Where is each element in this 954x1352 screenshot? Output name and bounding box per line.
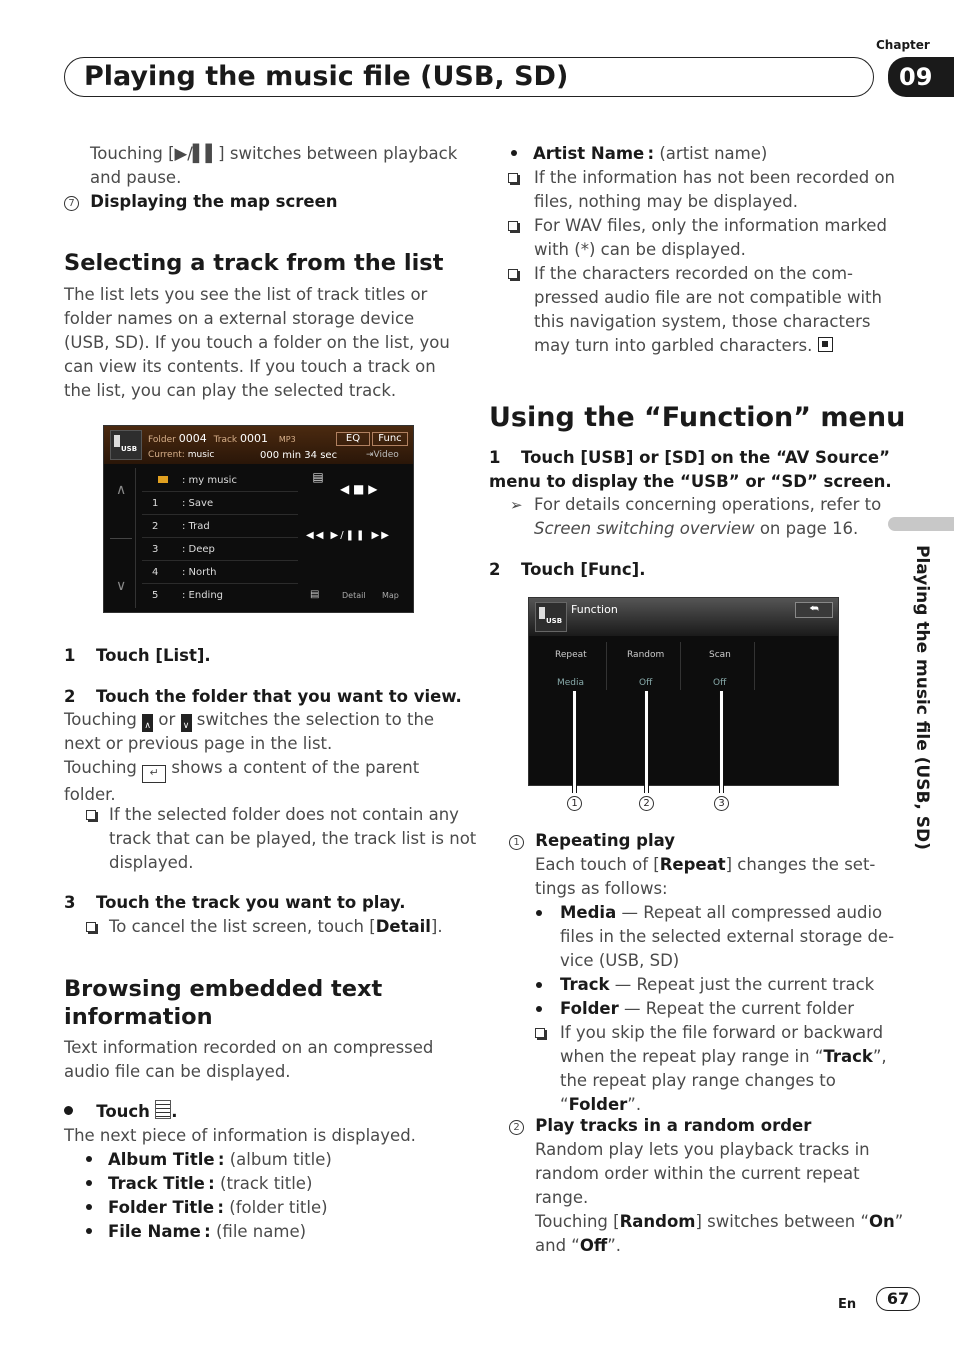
format-label: MP3 [278,435,296,444]
info-value: (folder title) [229,1198,328,1217]
row-name: : Ending [182,590,224,601]
para-line: audio file can be displayed. [64,1062,291,1081]
list-row[interactable] [142,561,298,584]
folder-value: 0004 [178,432,207,445]
select-para [64,283,450,403]
text: may turn into garbled characters. [534,336,813,355]
ref-link: Screen switching overview [534,519,755,538]
step-text: Touch [USB] or [SD] on the “AV Source” [521,448,890,467]
info-value: (artist name) [659,144,768,163]
step-text: Touch [List]. [96,646,211,665]
func-button[interactable]: Func [372,432,408,446]
next-info-text: The next piece of information is displayed. [64,1126,416,1145]
bullet-icon [86,1156,92,1162]
text: pressed audio file are not compatible with [534,288,882,307]
option-track [536,973,894,997]
usb-label: USB [121,445,138,453]
bullet-icon [536,910,542,916]
option-media [536,901,894,973]
info-value: (track title) [220,1174,313,1193]
heading-line: information [64,1004,213,1030]
setting-value: Off [639,678,653,688]
step-text: Touch the track you want to play. [96,893,406,912]
folder-label: Folder [148,435,176,445]
text: If the characters recorded on the com- [534,264,853,283]
usb-icon [110,430,142,460]
back-button[interactable]: ⮪ [795,602,833,618]
para-line: folder names on a external storage device [64,309,415,328]
text: ]. [430,917,443,936]
info-label: Track Title : [108,1174,215,1193]
intro-text [90,142,457,190]
callout-2-ref: 2 [509,1120,524,1135]
list-row-parent[interactable] [142,469,298,492]
random-button[interactable] [609,642,681,690]
text: If the selected folder does not contain any [109,805,459,824]
para-line: The list lets you see the list of track titles or [64,285,428,304]
bullet-icon [511,150,517,156]
footer-lang: En [838,1297,857,1312]
text: Folder [568,1095,628,1114]
text: — Repeat the current folder [623,999,855,1018]
info-list [86,1148,332,1244]
note [508,214,895,262]
function-heading: Using the “Function” menu [489,402,906,433]
text: If the information has not been recorded on [534,168,896,187]
text: If you skip the file forward or backward [560,1023,884,1042]
touch-item: Touch . [64,1100,177,1124]
track-label: Track [213,435,238,445]
note [508,166,895,214]
text: vice (USB, SD) [560,951,680,970]
text: switches the selection to the [196,710,435,729]
setting-value: Off [713,678,727,688]
row-name: : Deep [182,544,215,555]
info-value: (file name) [216,1222,307,1241]
text: For details concerning operations, refer to [534,495,882,514]
text: ”, [872,1047,887,1066]
para-line: Text information recorded on an compressed [64,1038,434,1057]
setting-label: Repeat [555,650,587,660]
text: Random [619,1212,696,1231]
intro-line-1: Touching [▶/▌▌] switches between playback [90,144,458,163]
info-item [86,1220,332,1244]
browse-para [64,1036,433,1084]
text: Repeat [659,855,726,874]
section-title: Play tracks in a random order [535,1116,812,1135]
list-row[interactable] [142,492,298,515]
current-label: Current: [148,450,185,460]
option-label: Media [560,903,617,922]
callout-1: 1 [567,796,582,811]
row-num: 5 [152,590,159,601]
step-1 [64,644,211,668]
text: or [158,710,176,729]
func-step-2 [489,558,646,582]
text: next or previous page in the list. [64,734,333,753]
list-row[interactable] [142,584,298,607]
step-text: Touch [Func]. [521,560,646,579]
note-checkbox-icon [508,221,518,231]
setting-label: Scan [709,650,731,660]
info-label: Folder Title : [108,1198,225,1217]
bullet-icon [86,1228,92,1234]
text: — Repeat just the current track [614,975,875,994]
repeat-button[interactable] [535,642,607,690]
callout-line-3 [719,691,724,793]
track-value: 0001 [240,432,269,445]
func-step-1 [489,446,892,494]
eq-button[interactable]: EQ [336,432,370,446]
text: random order within the current repeat [535,1164,860,1183]
text: with (*) can be displayed. [534,240,746,259]
info-label: Artist Name : [533,144,655,163]
section-title: Repeating play [535,831,675,850]
note-checkbox-icon [86,922,96,932]
callout-1-ref: 1 [509,835,524,850]
text: Touching [ [535,1212,620,1231]
info-item [86,1148,332,1172]
intro-line-2: and pause. [90,168,182,187]
text: and “ [535,1236,580,1255]
notes [508,166,895,358]
page-down-glyph-icon: ∨ [181,714,192,732]
page-up-icon[interactable]: ∧ [116,482,127,498]
text: displayed. [109,853,194,872]
text-info-icon [155,1100,171,1119]
parent-folder-icon[interactable]: ▤ [312,470,324,484]
text: To cancel the list screen, touch [ [109,917,376,936]
step-text: Touch the folder that you want to view. [96,687,462,706]
text: Off [579,1236,608,1255]
chapter-number: 09 [899,63,933,91]
note-checkbox-icon [508,173,518,183]
text: Track [823,1047,873,1066]
row-num: 2 [152,521,159,532]
info-label: Album Title : [108,1150,225,1169]
map-item [64,190,338,214]
text: Detail [375,917,431,936]
text: For WAV files, only the information marked [534,216,887,235]
callout-3: 3 [714,796,729,811]
setting-label: Random [627,650,665,660]
artist-item [511,142,767,166]
text: Touching [64,758,137,777]
note-checkbox-icon [86,810,96,820]
text: track that can be played, the track list is not [109,829,477,848]
text: files in the selected external storage de- [560,927,895,946]
text: Each touch of [ [535,855,660,874]
setting-value: Media [557,678,585,688]
row-num: 4 [152,567,159,578]
note-checkbox-icon [508,269,518,279]
usb-icon [535,602,567,632]
bullet-icon [536,1006,542,1012]
text: “ [560,1095,569,1114]
para-line: the list, you can play the selected track. [64,381,397,400]
text: when the repeat play range in “ [560,1047,824,1066]
scan-button[interactable] [683,642,755,690]
text: tings as follows: [535,879,668,898]
bullet-icon [86,1180,92,1186]
skip-note [536,1021,894,1117]
transport-controls[interactable]: ◀◀ ▶/❚❚ ▶▶ [306,530,391,541]
page-scroll-bar[interactable] [108,468,136,608]
text: ] switches between “ [695,1212,869,1231]
text: — Repeat all compressed audio [621,903,883,922]
heading-line: Browsing embedded text [64,976,383,1002]
repeat-section [509,829,675,853]
list-icon[interactable]: ▤ [310,589,320,600]
list-screen-image [103,425,414,613]
browse-heading [64,975,382,1031]
note-checkbox-icon [535,1028,545,1038]
callout-line-1 [572,691,577,793]
step-number: 1 [64,646,76,665]
repeat-options [536,901,894,1117]
reference [510,493,881,541]
page-header-title: Playing the music file (USB, SD) [84,61,569,92]
step-number: 3 [64,893,76,912]
page-down-icon[interactable]: ∨ [116,578,127,594]
chapter-label: Chapter [876,38,930,52]
row-name: : Trad [182,521,210,532]
step-3 [64,891,406,915]
para-line: (USB, SD). If you touch a folder on the list, you [64,333,450,352]
row-name: : my music [182,475,237,486]
text: the repeat play range changes to [560,1071,836,1090]
info-item [86,1196,332,1220]
para-line: can view its contents. If you touch a track on [64,357,436,376]
select-heading: Selecting a track from the list [64,250,444,276]
row-num: 3 [152,544,159,555]
usb-label: USB [546,617,563,625]
bullet-icon [64,1106,73,1115]
bullet-icon [86,1204,92,1210]
text: files, nothing may be displayed. [534,192,798,211]
text: folder. [64,785,116,804]
repeat-text [535,853,875,901]
text: On [869,1212,895,1231]
end-mark-icon [818,337,833,352]
step-number: 2 [489,560,501,579]
info-value: (album title) [229,1150,332,1169]
text: range. [535,1188,589,1207]
random-section [509,1114,811,1138]
step-2-text [64,708,434,807]
option-label: Track [560,975,610,994]
note [508,262,895,358]
info-label: File Name : [108,1222,211,1241]
step-2-note [86,803,476,875]
random-text [535,1138,903,1258]
parent-folder-glyph-icon: ↵ [142,765,166,783]
text: ” [894,1212,904,1231]
text: on page 16. [759,519,859,538]
time-display: 000 min 34 sec [260,450,338,461]
text: this navigation system, those characters [534,312,871,331]
text: ”. [607,1236,622,1255]
option-label: Folder [560,999,619,1018]
page-number: 67 [876,1287,920,1311]
video-button[interactable]: ⇥Video [366,450,399,460]
folder-nav[interactable]: ◀ ■ ▶ [340,482,378,496]
row-name: : Save [182,498,214,509]
bullet-icon [536,982,542,988]
row-name: : North [182,567,217,578]
current-value: music [187,450,215,460]
detail-button[interactable]: Detail [342,591,366,600]
text: Random play lets you playback tracks in [535,1140,870,1159]
step-2 [64,685,462,709]
callout-line-2 [644,691,649,793]
step-number: 1 [489,448,501,467]
info-item [86,1172,332,1196]
text: ”. [627,1095,642,1114]
callout-2: 2 [639,796,654,811]
folder-icon [158,476,168,483]
step-text: menu to display the “USB” or “SD” screen. [489,472,892,491]
map-button[interactable]: Map [382,591,399,600]
map-item-label: Displaying the map screen [90,192,338,211]
text: ] changes the set- [725,855,876,874]
page-up-glyph-icon: ∧ [142,714,153,732]
row-num: 1 [152,498,159,509]
list-row[interactable] [142,515,298,538]
option-folder [536,997,894,1021]
side-tab-text: Playing the music file (USB, SD) [912,545,932,850]
touch-label: Touch [96,1102,150,1121]
step-3-note [86,915,443,939]
text: Touching [64,710,137,729]
step-number: 2 [64,687,76,706]
function-title: Function [571,603,618,616]
list-row[interactable] [142,538,298,561]
side-tab-marker [888,517,954,531]
callout-7: 7 [64,196,79,211]
arrow-icon: ➢ [510,496,523,514]
text: shows a content of the parent [171,758,420,777]
